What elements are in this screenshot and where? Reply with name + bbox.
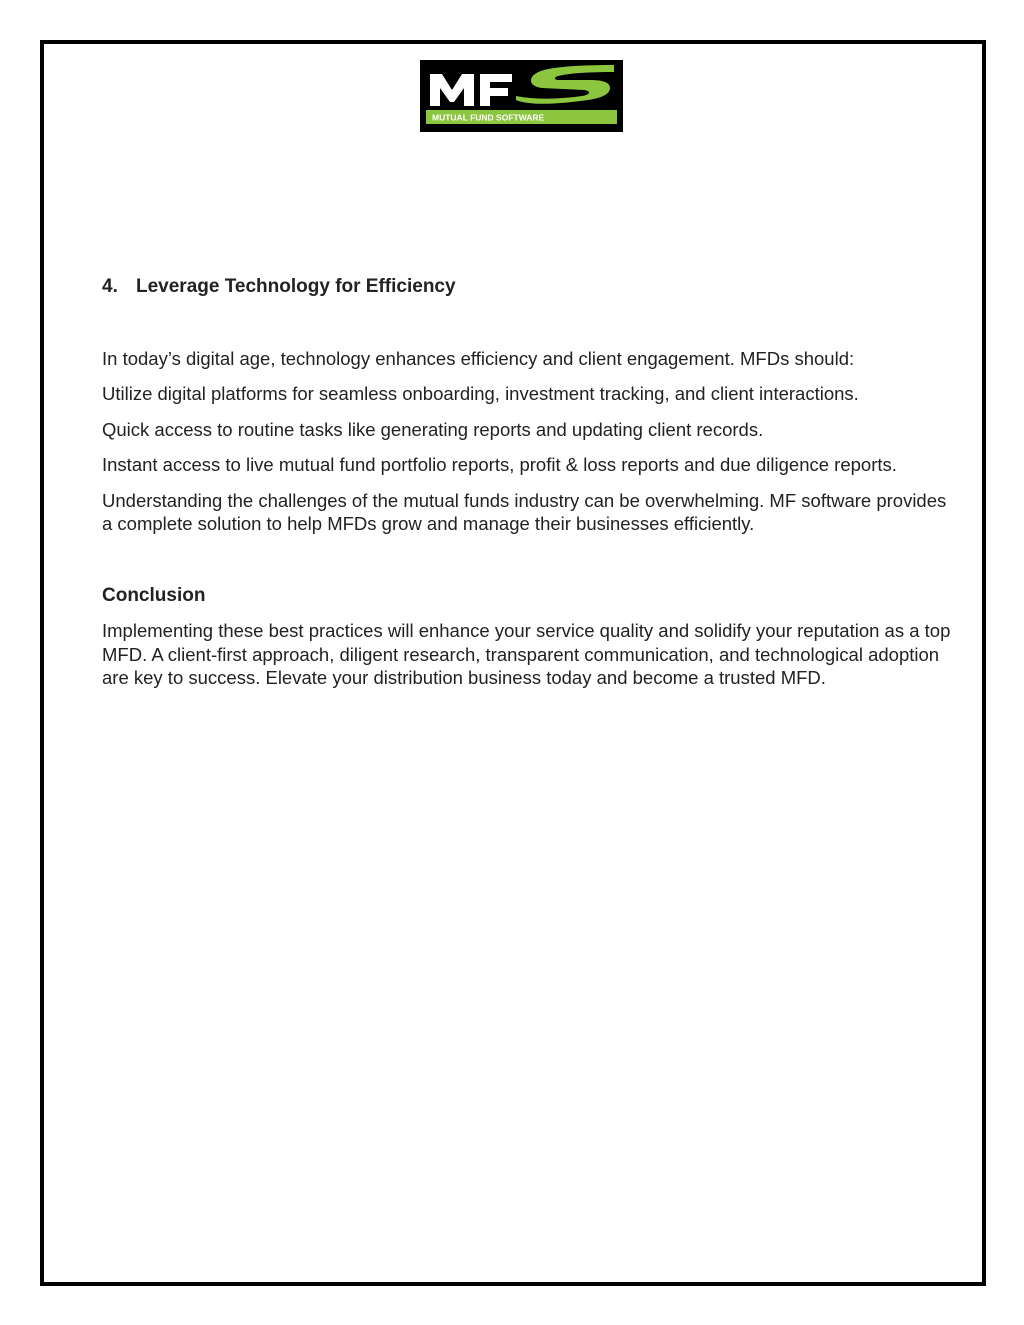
conclusion-body: Implementing these best practices will enhance your service quality and solidify your reputation as a top MFD. A client-first approach, diligent research, transparent communication, and technological adoption are key to success. Elevate your distribution business today and become a trusted MFD. [102,620,951,688]
conclusion-heading: Conclusion [102,584,206,606]
section-intro: In today’s digital age, technology enhances efficiency and client engagement. MFDs should: [102,347,855,369]
logo-tagline: MUTUAL FUND SOFTWARE [432,112,545,123]
mfs-logo [420,60,623,132]
section-point: Instant access to live mutual fund portfolio reports, profit & loss reports and due diligence reports. [102,454,897,475]
section-heading [102,275,952,299]
section-point: Understanding the challenges of the mutual funds industry can be overwhelming. MF software provides a complete solution to help MFDs grow and manage their businesses efficiently. [102,489,947,534]
mfs-logo-graphic [420,60,623,132]
section-number: 4. [102,276,118,297]
section-point: Quick access to routine tasks like generating reports and updating client records. [102,418,764,440]
section-title: Leverage Technology for Efficiency [136,276,456,297]
document-body [102,275,952,690]
section-point: Utilize digital platforms for seamless onboarding, investment tracking, and client interactions. [102,383,859,404]
